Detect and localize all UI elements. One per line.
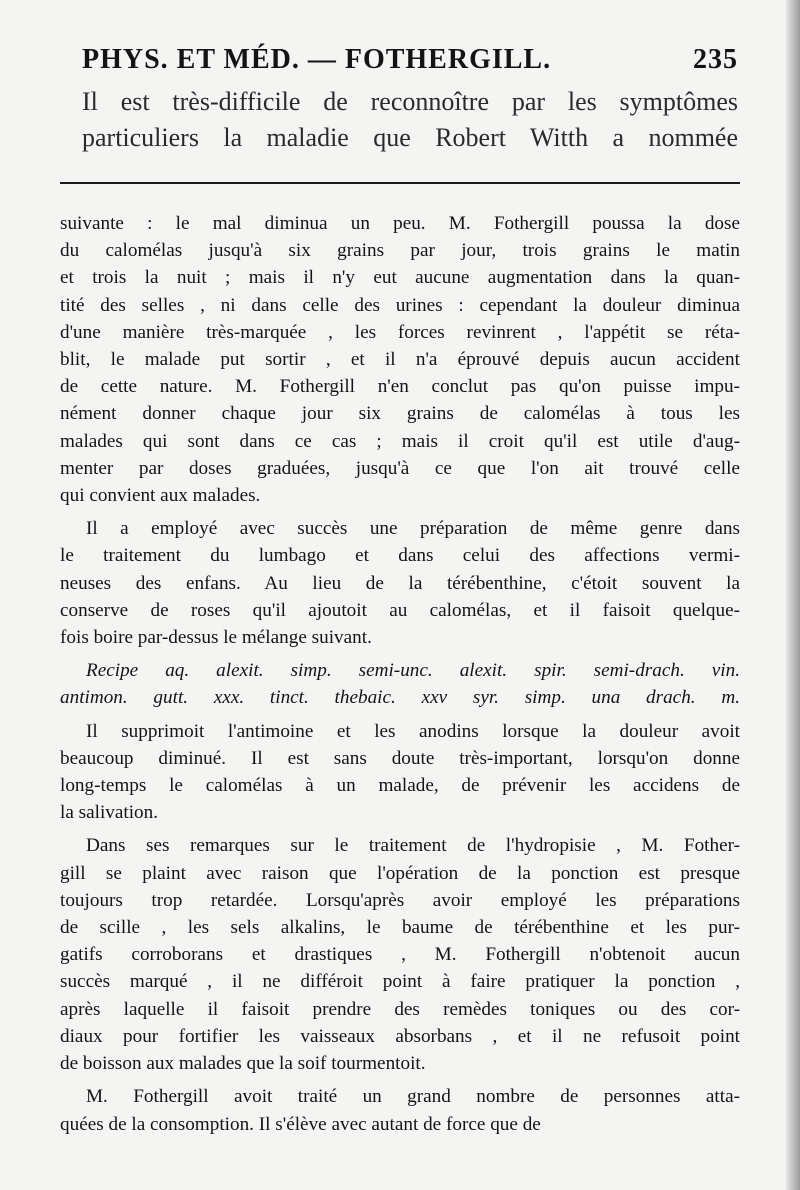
text-line: Il supprimoit l'antimoine et les anodins lorsque la douleur avoit xyxy=(86,720,740,742)
header-rule xyxy=(60,182,740,184)
text-line: le traitement du lumbago et dans celui des affections vermi- xyxy=(60,545,740,567)
text-line: fois boire par-dessus le mélange suivant. xyxy=(60,627,372,649)
paragraph xyxy=(60,718,740,827)
text-line: long-temps le calomélas à un malade, de prévenir les accidens de xyxy=(60,775,740,797)
text-line: gatifs corroborans et drastiques , M. Fothergill n'obtenoit aucun xyxy=(60,944,740,966)
text-line: de boisson aux malades que la soif tourmentoit. xyxy=(60,1053,426,1075)
text-line: antimon. gutt. xxx. tinct. thebaic. xxv syr. simp. una drach. m. xyxy=(60,687,740,709)
paragraph xyxy=(60,1083,740,1137)
header-title: PHYS. ET MÉD. — FOTHERGILL. xyxy=(82,44,552,75)
text-line: qui convient aux malades. xyxy=(60,485,261,507)
text-line: nément donner chaque jour six grains de calomélas à tous les xyxy=(60,403,740,425)
text-line: d'une manière très-marquée , les forces revinrent , l'appétit se réta- xyxy=(60,321,740,343)
text-line: de scille , les sels alkalins, le baume de térébenthine et les pur- xyxy=(60,917,740,939)
text-line: quées de la consomption. Il s'élève avec autant de force que de xyxy=(60,1113,541,1135)
text-line: conserve de roses qu'il ajoutoit au calomélas, et il faisoit quelque- xyxy=(60,599,740,621)
text-line: menter par doses graduées, jusqu'à ce que l'on ait trouvé celle xyxy=(60,457,740,479)
text-line: Dans ses remarques sur le traitement de l'hydropisie , M. Fother- xyxy=(86,835,740,857)
text-line: Recipe aq. alexit. simp. semi-unc. alexit. spir. semi-drach. vin. xyxy=(86,660,740,682)
bleed-line: Il est très-difficile de reconnoître par les symptômes xyxy=(82,87,738,116)
text-line: gill se plaint avec raison que l'opération de la ponction est presque xyxy=(60,862,740,884)
text-line: toujours trop retardée. Lorsqu'après avoir employé les préparations xyxy=(60,889,740,911)
text-line: neuses des enfans. Au lieu de la térébenthine, c'étoit souvent la xyxy=(60,572,740,594)
text-line: du calomélas jusqu'à six grains par jour, trois grains le matin xyxy=(60,240,740,262)
text-line: malades qui sont dans ce cas ; mais il croit qu'il est utile d'aug- xyxy=(60,430,740,452)
text-line: Il a employé avec succès une préparation de même genre dans xyxy=(86,518,740,540)
text-line: et trois la nuit ; mais il n'y eut aucune augmentation dans la quan- xyxy=(60,267,740,289)
text-line: de cette nature. M. Fothergill n'en conclut pas qu'on puisse impu- xyxy=(60,376,740,398)
recipe-paragraph xyxy=(60,657,740,711)
page-body xyxy=(60,210,740,1138)
text-line: blit, le malade put sortir , et il n'a éprouvé depuis aucun accident xyxy=(60,349,740,371)
page-edge-shadow xyxy=(786,0,800,1190)
running-header xyxy=(82,44,738,76)
paragraph xyxy=(60,515,740,651)
bleed-through-text xyxy=(82,84,738,156)
paragraph xyxy=(60,210,740,509)
text-line: suivante : le mal diminua un peu. M. Fothergill poussa la dose xyxy=(60,213,740,234)
text-line: diaux pour fortifier les vaisseaux absorbans , et il ne refusoit point xyxy=(60,1025,740,1047)
text-line: M. Fothergill avoit traité un grand nombre de personnes atta- xyxy=(86,1086,740,1108)
bleed-line: particuliers la maladie que Robert Witth a nommée xyxy=(82,123,738,152)
paragraph xyxy=(60,832,740,1077)
text-line: beaucoup diminué. Il est sans doute très-important, lorsqu'on donne xyxy=(60,747,740,769)
text-line: succès marqué , il ne différoit point à faire pratiquer la ponction , xyxy=(60,971,740,993)
text-line: tité des selles , ni dans celle des urines : cependant la douleur diminua xyxy=(60,294,740,316)
text-line: après laquelle il faisoit prendre des remèdes toniques ou des cor- xyxy=(60,998,740,1020)
text-line: la salivation. xyxy=(60,802,159,824)
page-number: 235 xyxy=(693,44,738,75)
